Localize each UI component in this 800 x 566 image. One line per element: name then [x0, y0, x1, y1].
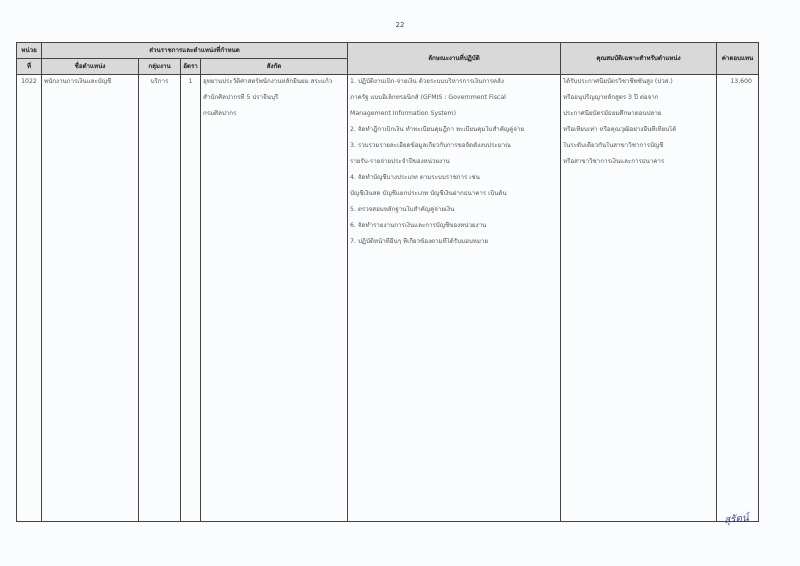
- cell-position-name: พนักงานการเงินและบัญชี: [42, 75, 139, 522]
- qualification-line: ได้รับประกาศนียบัตรวิชาชีพชั้นสูง (ปวส.): [563, 78, 673, 85]
- duty-line: 5. ตรวจสอบหลักฐานใบสำคัญคู่จ่ายเงิน: [350, 206, 455, 213]
- header-job-group: กลุ่มงาน: [139, 59, 181, 75]
- cell-compensation: 13,600: [717, 75, 759, 522]
- qualification-line: หรือสาขาวิชาการเงินและการธนาคาร: [563, 158, 665, 165]
- header-unit-no-line1: หน่วย: [21, 46, 37, 54]
- duty-line: Management Information System): [350, 110, 456, 117]
- qualification-line: หรือเทียบเท่า หรือคุณวุฒิอย่างอื่นที่เทียบได้: [563, 126, 677, 133]
- duty-line: 2. จัดทำฎีกาเบิกเงิน ทำทะเบียนคุมฎีกา ทะเบียนคุมใบสำคัญคู่จ่าย: [350, 126, 524, 133]
- qualification-line: ประกาศนียบัตรมัธยมศึกษาตอนปลาย: [563, 110, 662, 117]
- cell-rate: 1: [181, 75, 201, 522]
- cell-qualifications: [561, 75, 717, 522]
- cell-duties: [348, 75, 561, 522]
- header-duties: ลักษณะงานที่ปฏิบัติ: [348, 43, 561, 75]
- header-unit-no: [17, 43, 42, 59]
- duty-line: 3. รวบรวมรายละเอียดข้อมูลเกี่ยวกับการขอจัดตั้งงบประมาณ: [350, 142, 511, 149]
- table-row: [17, 75, 759, 522]
- page-number: 22: [395, 21, 405, 29]
- cell-unit-no: 1022: [17, 75, 42, 522]
- duty-line: ภาครัฐ แบบอิเล็กทรอนิกส์ (GFMIS : Government Fiscal: [350, 94, 506, 101]
- qualification-line: หรืออนุปริญญาหลักสูตร 3 ปี ต่อจาก: [563, 94, 659, 101]
- header-group: ส่วนราชการและตำแหน่งที่กำหนด: [42, 43, 348, 59]
- header-qualifications: คุณสมบัติเฉพาะสำหรับตำแหน่ง: [561, 43, 717, 75]
- header-affiliation: สังกัด: [201, 59, 348, 75]
- header-rate: อัตรา: [181, 59, 201, 75]
- duty-line: 1. ปฏิบัติงานเบิก-จ่ายเงิน ด้วยระบบบริหารการเงินการคลัง: [350, 78, 504, 85]
- cell-affiliation: [201, 75, 348, 522]
- qualification-line: ในระดับเดียวกันในสาขาวิชาการบัญชี: [563, 142, 664, 149]
- handwritten-signature: สุรัตน์: [723, 512, 750, 527]
- header-compensation: ค่าตอบแทน: [717, 43, 759, 75]
- header-position-name: ชื่อตำแหน่ง: [42, 59, 139, 75]
- duty-line: รายรับ-รายจ่ายประจำปีของหน่วยงาน: [350, 158, 450, 165]
- affiliation-line: สำนักศิลปากรที่ 5 ปราจีนบุรี: [203, 94, 279, 101]
- duty-line: 7. ปฏิบัติหน้าที่อื่นๆ ที่เกี่ยวข้องตามที่ได้รับมอบหมาย: [350, 238, 489, 245]
- affiliation-line: กรมศิลปากร: [203, 110, 237, 117]
- duty-line: 4. จัดทำบัญชีบางประเภท ตามระบบราชการ เช่น: [350, 174, 480, 181]
- header-unit-no-line2: ที่: [17, 59, 42, 75]
- affiliation-line: อุทยานประวัติศาสตร์พนักงานหลักยืนยม สระแก้ว: [203, 78, 333, 85]
- duty-line: 6. จัดทำรายงานการเงินและการบัญชีของหน่วยงาน: [350, 222, 487, 229]
- duty-line: บัญชีเงินสด บัญชีแยกประเภท บัญชีเงินฝากธนาคาร เป็นต้น: [350, 190, 507, 197]
- position-table: [16, 42, 759, 522]
- cell-job-group: บริการ: [139, 75, 181, 522]
